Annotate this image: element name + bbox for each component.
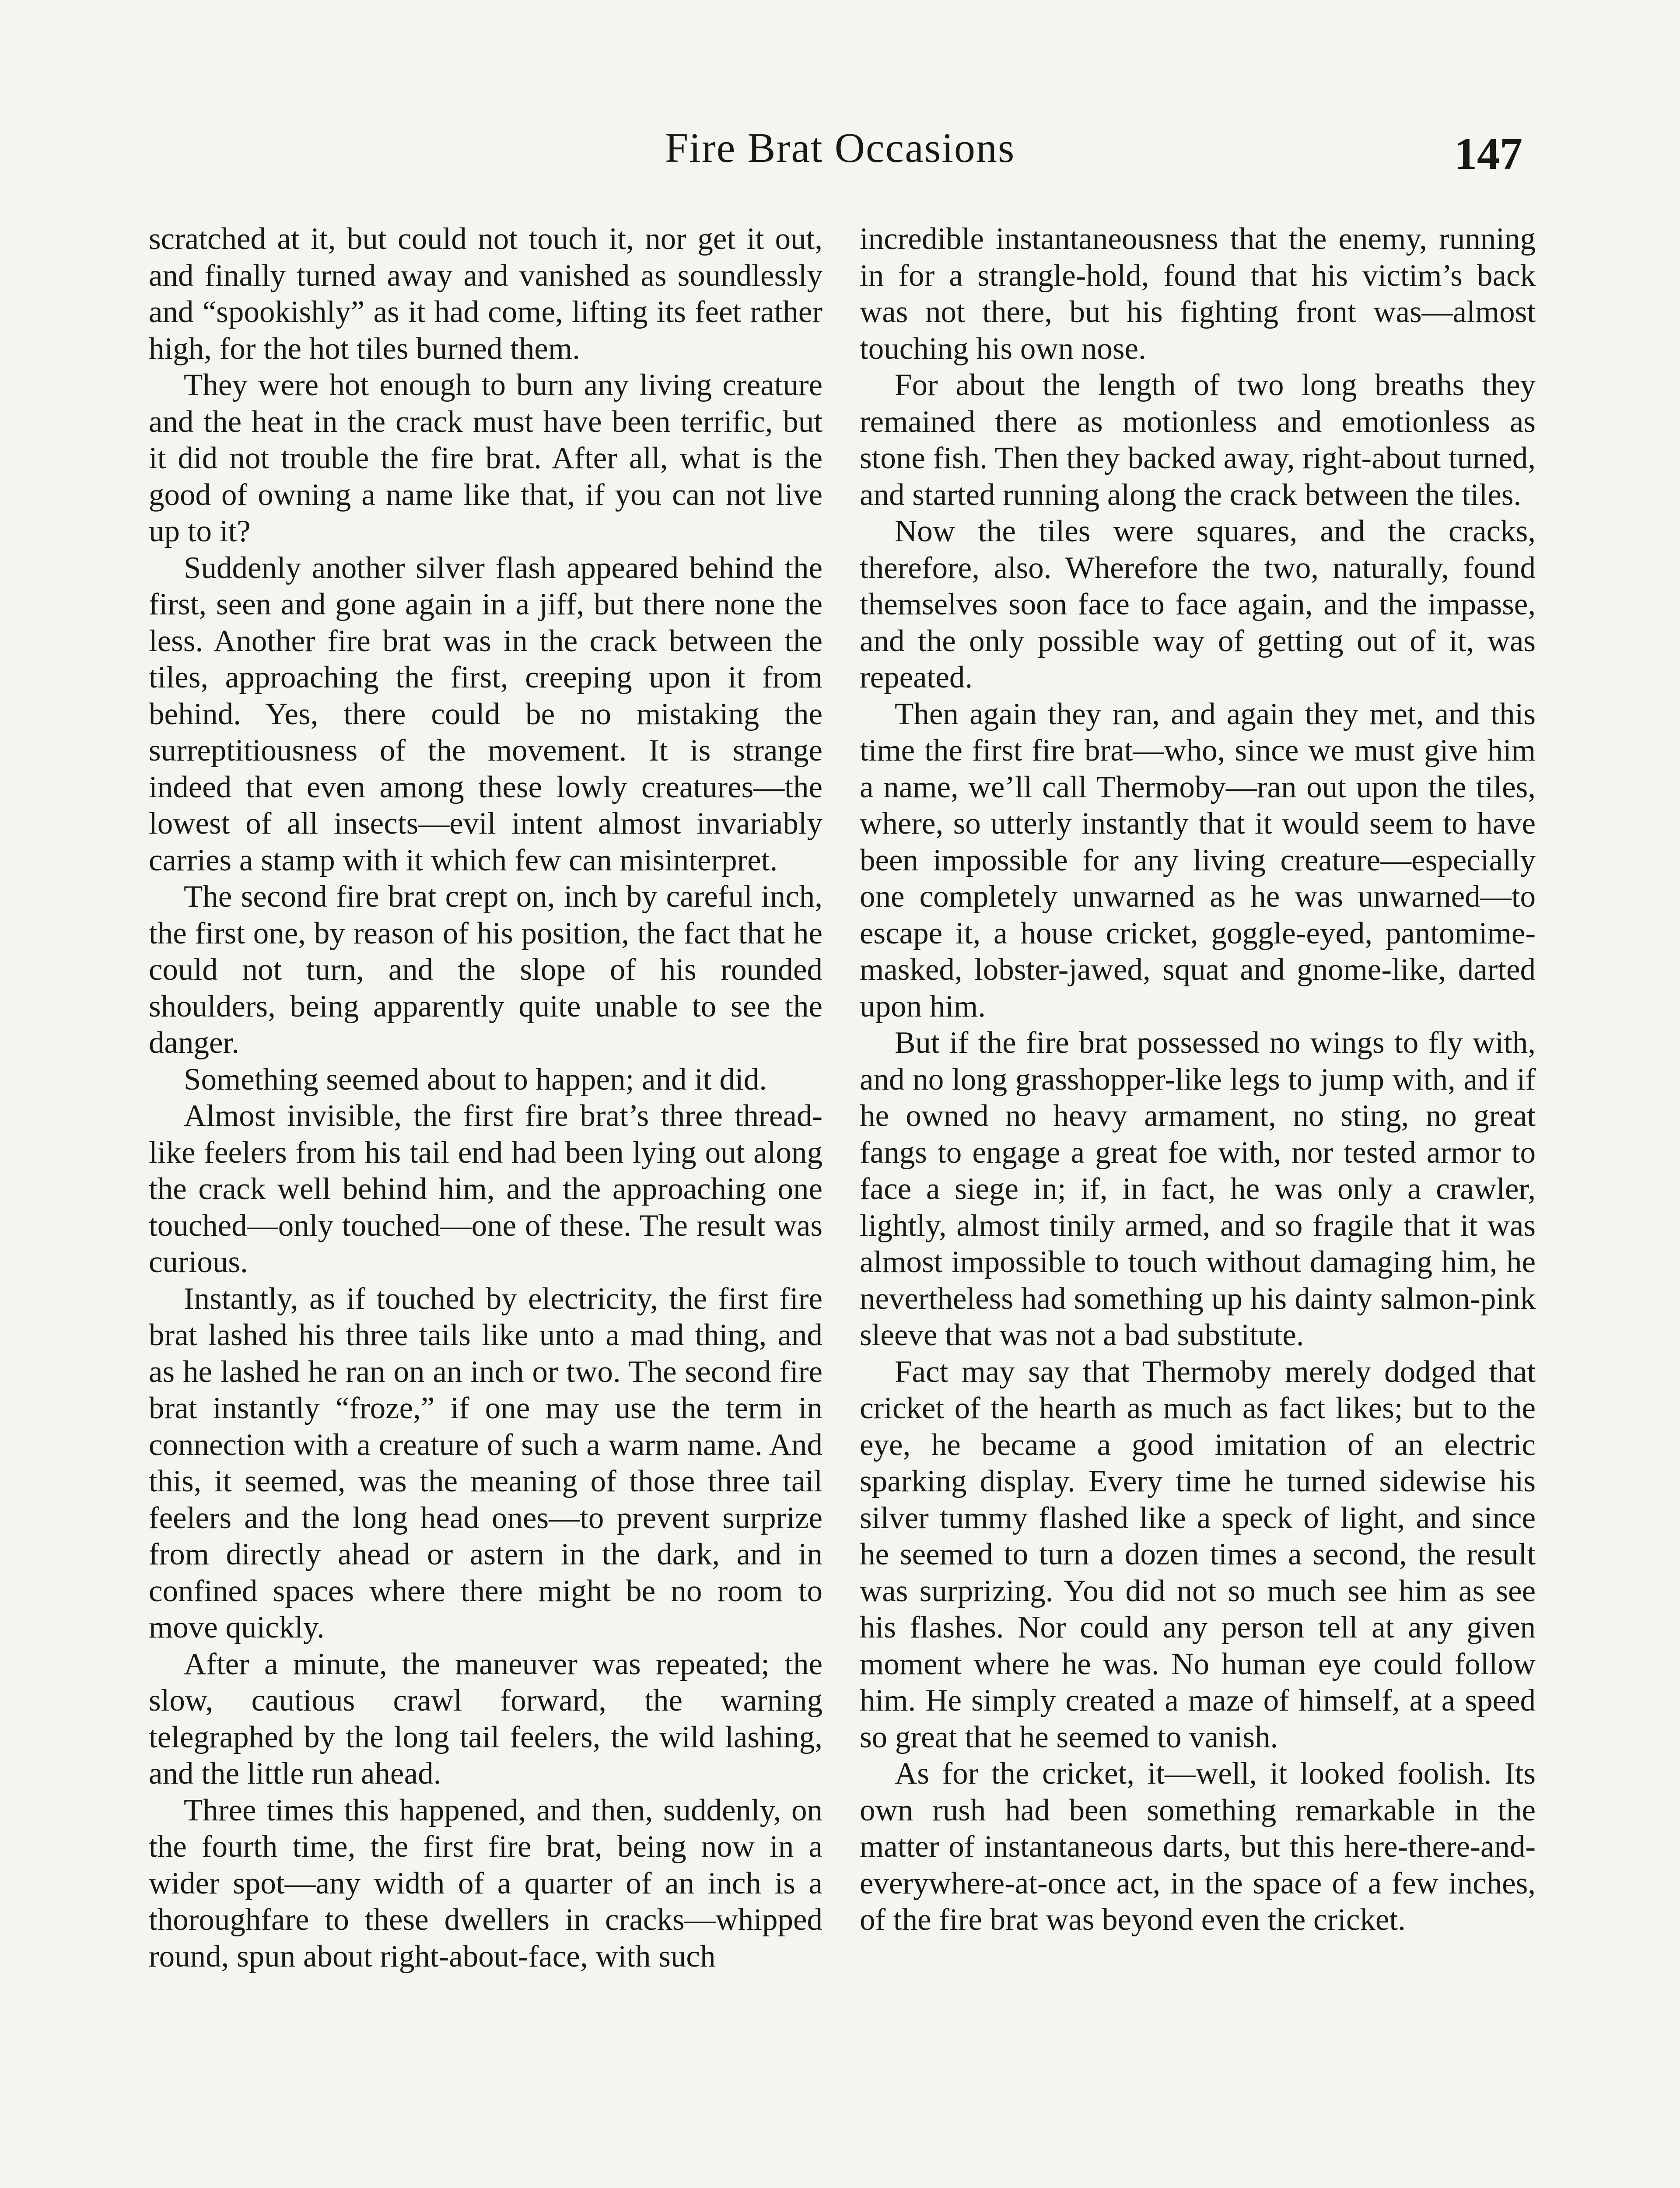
right-column	[860, 221, 1536, 1939]
paragraph: But if the fire brat possessed no wings to fly with, and no long grasshopper-like legs to jump with, and if he owned no heavy armament, no sting, no great fangs to engage a great foe with, nor tested armor to face a siege in; if, in fact, he was only a crawler, lightly, almost tinily armed, and so fragile that it was almost impossible to touch without damaging him, he nevertheless had something up his dainty salmon-pink sleeve that was not a bad substitute.	[860, 1026, 1536, 1352]
paragraph: Fact may say that Thermoby merely dodged that cricket of the hearth as much as fact likes; but to the eye, he became a good imitation of an electric sparking display. Every time he turned sidewise his silver tummy flashed like a speck of light, and since he seemed to turn a dozen times a second, the result was surprizing. You did not so much see him as see his flashes. Nor could any person tell at any given moment where he was. No human eye could follow him. He simply created a maze of himself, at a speed so great that he seemed to vanish.	[860, 1354, 1536, 1754]
running-header-title: Fire Brat Occasions	[665, 124, 1015, 171]
paragraph: scratched at it, but could not touch it, nor get it out, and finally turned away and vanished as soundlessly and “spookishly” as it had come, lifting its feet rather high, for the hot tiles burned them.	[149, 222, 822, 366]
paragraph: Now the tiles were squares, and the cracks, therefore, also. Wherefore the two, naturally, found themselves soon face to face again, and the impasse, and the only possible way of getting out of it, was repeated.	[860, 514, 1536, 694]
page-number: 147	[1454, 129, 1522, 179]
paragraph: incredible instantaneousness that the enemy, running in for a strangle-hold, found that his victim’s back was not there, but his fighting front was—almost touching his own nose.	[860, 222, 1536, 366]
paragraph: Then again they ran, and again they met, and this time the first fire brat—who, since we must give him a name, we’ll call Thermoby—ran out upon the tiles, where, so utterly instantly that it would seem to have been impossible for any living creature—especially one completely unwarned as he was unwarned—to escape it, a house cricket, goggle-eyed, pantomime-masked, lobster-jawed, squat and gnome-like, darted upon him.	[860, 697, 1536, 1024]
paragraph: Something seemed about to happen; and it did.	[184, 1062, 767, 1097]
paragraph: After a minute, the maneuver was repeated; the slow, cautious crawl forward, the warning telegraphed by the long tail feelers, the wild lashing, and the little run ahead.	[149, 1647, 822, 1791]
paragraph: Three times this happened, and then, suddenly, on the fourth time, the first fire brat, being now in a wider spot—any width of a quarter of an inch is a thoroughfare to these dwellers in cracks—whipped round, spun about right-about-face, with such	[149, 1793, 822, 1974]
paragraph: Instantly, as if touched by electricity, the first fire brat lashed his three tails like unto a mad thing, and as he lashed he ran on an inch or two. The second fire brat instantly “froze,” if one may use the term in connection with a creature of such a warm name. And this, it seemed, was the meaning of those three tail feelers and the long head ones—to prevent surprize from directly ahead or astern in the dark, and in confined spaces where there might be no room to move quickly.	[149, 1281, 822, 1645]
paragraph: As for the cricket, it—well, it looked foolish. Its own rush had been something remarkable in the matter of instantaneous darts, but this here-there-and-everywhere-at-once act, in the space of a few inches, of the fire brat was beyond even the cricket.	[860, 1757, 1536, 1937]
paragraph: For about the length of two long breaths they remained there as motionless and emotionless as stone fish. Then they backed away, right-about turned, and started running along the crack between the tiles.	[860, 368, 1536, 512]
paragraph: The second fire brat crept on, inch by careful inch, the first one, by reason of his position, the fact that he could not turn, and the slope of his rounded shoulders, being apparently quite unable to see the danger.	[149, 880, 822, 1060]
left-column	[149, 221, 822, 1975]
paragraph: They were hot enough to burn any living creature and the heat in the crack must have been terrific, but it did not trouble the fire brat. After all, what is the good of owning a name like that, if you can not live up to it?	[149, 368, 822, 548]
paragraph: Suddenly another silver flash appeared behind the first, seen and gone again in a jiff, but there none the less. Another fire brat was in the crack between the tiles, approaching the first, creeping upon it from behind. Yes, there could be no mistaking the surreptitiousness of the movement. It is strange indeed that even among these lowly creatures—the lowest of all insects—evil intent almost invariably carries a stamp with it which few can misinterpret.	[149, 551, 822, 877]
paragraph: Almost invisible, the first fire brat’s three thread-like feelers from his tail end had been lying out along the crack well behind him, and the approaching one touched—only touched—one of these. The result was curious.	[149, 1099, 822, 1279]
